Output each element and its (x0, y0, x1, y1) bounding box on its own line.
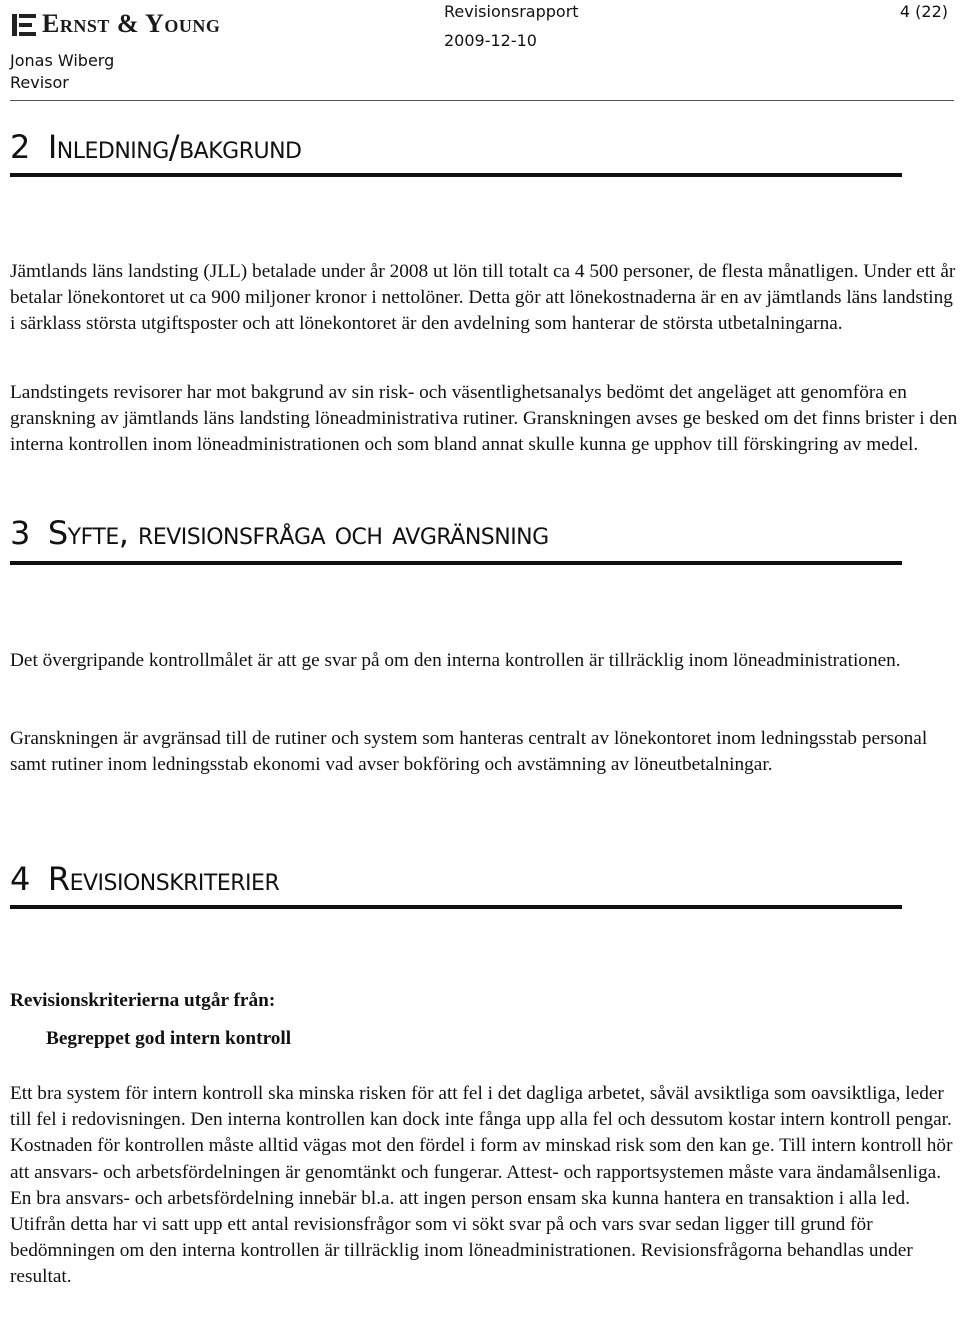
report-date: 2009-12-10 (444, 31, 537, 50)
report-type: Revisionsrapport (444, 2, 579, 21)
section-number: 4 (10, 860, 30, 898)
section-number: 3 (10, 514, 30, 552)
header-divider (10, 100, 954, 101)
section-2-paragraph-1: Jämtlands läns landsting (JLL) betalade under år 2008 ut lön till totalt ca 4 500 personer, de flesta månatligen. Under ett år betalar lönekontoret ut ca 900 miljoner kronor i nettolöner. Detta gör att lönekostnaderna är en av jämtlands läns landsting i särklass största utgiftsposter och att lönekontoret är den avdelning som hanterar de största utbetalningarna. (10, 261, 956, 335)
section-4-heading (10, 860, 279, 898)
section-4-rule (10, 905, 902, 909)
criteria-label: Revisionskriterierna utgår från: (10, 990, 276, 1011)
section-2-rule (10, 173, 902, 177)
author-name: Jonas Wiberg (10, 51, 115, 70)
section-title: Inledning/bakgrund (47, 128, 302, 166)
ey-logo-icon (10, 10, 38, 38)
section-3-paragraph-2: Granskningen är avgränsad till de rutiner och system som hanteras centralt av lönekontoret inom ledningsstab personal samt rutiner inom ledningsstab ekonomi vad avser bokföring och avstämning av löneutbetalningar. (10, 728, 928, 776)
section-number: 2 (10, 128, 30, 166)
section-title: Syfte, revisionsfråga och avgränsning (47, 514, 549, 552)
report-meta (444, 0, 579, 53)
section-3-heading (10, 514, 549, 552)
section-2-paragraph-2: Landstingets revisorer har mot bakgrund av sin risk- och väsentlighetsanalys bedömt det angeläget att genomföra en granskning av jämtlands läns landsting löneadministrativa rutiner. Granskningen avses ge besked om det finns brister i den interna kontrollen inom löneadministrationen och som bland annat skulle kunna ge upphov till förskingring av medel. (10, 382, 958, 456)
page-number: 4 (22) (899, 2, 948, 21)
company-logo (10, 8, 220, 40)
section-title: Revisionskriterier (47, 860, 280, 898)
author-block (10, 50, 114, 94)
section-4-paragraph: Ett bra system för intern kontroll ska minska risken för att fel i det dagliga arbetet, såväl avsiktliga som oavsiktliga, leder till fel i redovisningen. Den interna kontrollen kan dock inte fånga upp alla fel och dessutom kostar intern kontroll pengar. Kostnaden för kontrollen måste alltid vägas mot den fördel i form av minskad risk som den kan ge. Till intern kontroll hör att ansvars- och arbetsfördelningen är genomtänkt och fungerar. Attest- och rapportsystemen måste vara ändamålsenliga. En bra ansvars- och arbetsfördelning innebär bl.a. att ingen person ensam ska kunna hantera en transaktion i alla led. Utifrån detta har vi satt upp ett antal revisionsfrågor som vi sökt svar på och vars svar sedan ligger till grund för bedömningen om den interna kontrollen är tillräcklig inom löneadministrationen. Revisionsfrågorna behandlas under resultat. (10, 1083, 953, 1288)
section-2-heading (10, 128, 302, 166)
author-role: Revisor (10, 73, 69, 92)
logo-text: Ernst & Young (42, 9, 221, 38)
section-3-paragraph-1: Det övergripande kontrollmålet är att ge svar på om den interna kontrollen är tillräcklig inom löneadministrationen. (10, 650, 901, 671)
section-3-rule (10, 561, 902, 565)
criteria-item: Begreppet god intern kontroll (46, 1028, 292, 1049)
